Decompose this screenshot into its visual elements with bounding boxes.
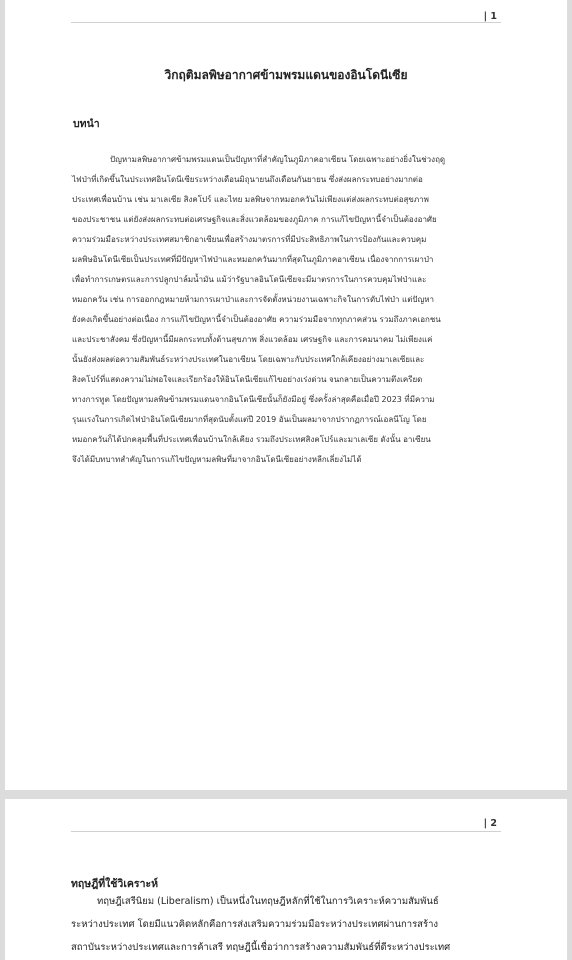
paragraph-line: รุนแรงในการเกิดไฟป่าอินโดนีเซียมากที่สุดนับตั้งแต่ปี 2019 อันเป็นผลมาจากปรากฏการณ์เอลนีโญ โดย	[72, 415, 427, 424]
paragraph-line: ประเทศเพื่อนบ้าน เช่น มาเลเซีย สิงคโปร์ และไทย มลพิษจากหมอกควันไม่เพียงแต่ส่งผลกระทบต่อสุขภาพ	[72, 195, 429, 204]
theory-paragraph	[71, 890, 450, 959]
paragraph-line: ระหว่างประเทศ โดยมีแนวคิดหลักคือการส่งเสริมความร่วมมือระหว่างประเทศผ่านการสร้าง	[71, 919, 439, 930]
introduction-paragraph	[72, 150, 445, 470]
paragraph-line: ไฟป่าที่เกิดขึ้นในประเทศอินโดนีเซียระหว่างเดือนมิถุนายนถึงเดือนกันยายน ซึ่งส่งผลกระทบอย่างมากต่อ	[72, 175, 423, 184]
paragraph-line: และประชาสังคม ซึ่งปัญหานี้มีผลกระทบทั้งด้านสุขภาพ สิ่งแวดล้อม เศรษฐกิจ และการคมนาคม ไม่เพียงแค่	[72, 335, 433, 344]
paragraph-line: สิงคโปร์ที่แสดงความไม่พอใจและเรียกร้องให้อินโดนีเซียแก้ไขอย่างเร่งด่วน จนกลายเป็นความตึงเครียด	[72, 375, 423, 384]
paragraph-line: หมอกควัน เช่น การออกกฎหมายห้ามการเผาป่าและการจัดตั้งหน่วยงานเฉพาะกิจในการดับไฟป่า แต่ปัญหา	[72, 295, 435, 304]
paragraph-line: ทฤษฎีเสรีนิยม (Liberalism) เป็นหนึ่งในทฤษฎีหลักที่ใช้ในการวิเคราะห์ความสัมพันธ์	[97, 896, 439, 907]
paragraph-line: ความร่วมมือระหว่างประเทศสมาชิกอาเซียนเพื่อสร้างมาตรการที่มีประสิทธิภาพในการป้องกันและควบคุม	[72, 235, 427, 244]
paragraph-line: ของประชาชน แต่ยังส่งผลกระทบต่อเศรษฐกิจและสิ่งแวดล้อมของภูมิภาค การแก้ไขปัญหานี้จำเป็นต้องอาศัย	[72, 215, 437, 224]
paragraph-line: ยังคงเกิดขึ้นอย่างต่อเนื่อง การแก้ไขปัญหานี้จำเป็นต้องอาศัย ความร่วมมือจากทุกภาคส่วน รวมถึงภาคเอกชน	[72, 315, 441, 324]
paragraph-line: นั้นยังส่งผลต่อความสัมพันธ์ระหว่างประเทศในอาเซียน โดยเฉพาะกับประเทศใกล้เคียงอย่างมาเลเซียและ	[72, 355, 425, 364]
paragraph-line: ทางการทูต โดยปัญหามลพิษข้ามพรมแดนจากอินโดนีเซียนั้นก็ยังมีอยู่ ซึ่งครั้งล่าสุดคือเมื่อปี 2023 ที่มีความ	[72, 395, 435, 404]
header-rule	[71, 22, 501, 23]
page-number: | 1	[483, 11, 497, 22]
section-heading-theory: ทฤษฎีที่ใช้วิเคราะห์	[71, 878, 159, 890]
paragraph-line: มลพิษอินโดนีเซียเป็นประเทศที่มีปัญหาไฟป่าและหมอกควันมากที่สุดในภูมิภาคอาเซียน เนื่องจากการเผาป่า	[72, 255, 434, 264]
document-title: วิกฤติมลพิษอากาศข้ามพรมแดนของอินโดนีเซีย	[164, 68, 408, 82]
page-number: | 2	[483, 818, 497, 829]
paragraph-line: ปัญหามลพิษอากาศข้ามพรมแดนเป็นปัญหาที่สำคัญในภูมิภาคอาเซียน โดยเฉพาะอย่างยิ่งในช่วงฤดู	[110, 155, 446, 164]
paragraph-line: หมอกควันก็ได้ปกคลุมพื้นที่ประเทศเพื่อนบ้านใกล้เคียง รวมถึงประเทศสิงคโปร์และมาเลเซีย ดังนั้น อาเซียน	[72, 435, 431, 444]
paragraph-line: สถาบันระหว่างประเทศและการค้าเสรี ทฤษฎีนี้เชื่อว่าการสร้างความสัมพันธ์ที่ดีระหว่างประเทศ	[71, 942, 451, 953]
paragraph-line: เพื่อทำการเกษตรและการปลูกปาล์มน้ำมัน แม้ว่ารัฐบาลอินโดนีเซียจะมีมาตรการในการควบคุมไฟป่าและ	[72, 275, 427, 284]
header-rule	[71, 831, 501, 832]
document-page-1	[5, 0, 567, 790]
paragraph-line: จึงได้มีบทบาทสำคัญในการแก้ไขปัญหามลพิษที่มาจากอินโดนีเซียอย่างหลีกเลี่ยงไม่ได้	[72, 455, 362, 464]
section-heading-introduction: บทนำ	[73, 118, 100, 130]
document-page-2	[5, 799, 567, 960]
